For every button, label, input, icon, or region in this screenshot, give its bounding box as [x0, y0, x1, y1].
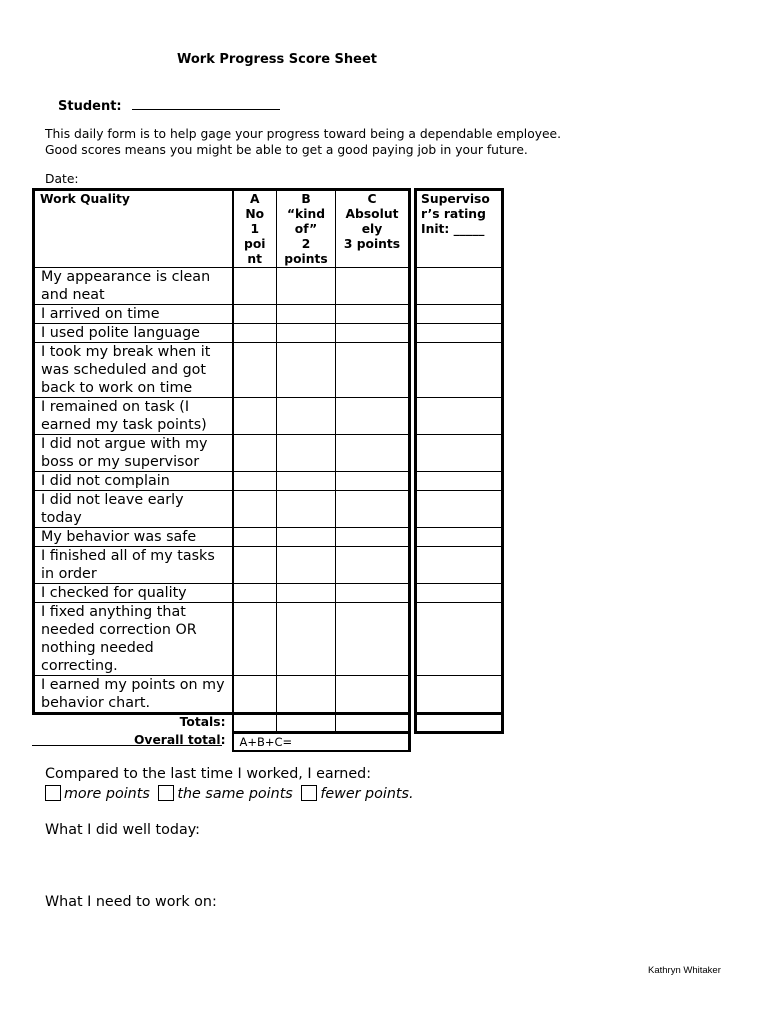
overall-total-cell[interactable]: A+B+C=	[233, 733, 410, 752]
same-points-checkbox[interactable]	[158, 785, 174, 801]
table-row	[34, 435, 503, 472]
supervisor-rating-cell[interactable]	[416, 268, 503, 305]
table-row	[34, 676, 503, 714]
supervisor-rating-cell[interactable]	[416, 547, 503, 584]
score-b-cell[interactable]	[277, 528, 336, 547]
supervisor-rating-cell[interactable]	[416, 603, 503, 676]
table-row	[34, 398, 503, 435]
more-points-checkbox[interactable]	[45, 785, 61, 801]
author-credit: Kathryn Whitaker	[648, 965, 721, 976]
work-quality-item: I remained on task (I earned my task points)	[34, 398, 233, 435]
work-quality-item: My appearance is clean and neat	[34, 268, 233, 305]
did-well-label: What I did well today:	[45, 822, 200, 838]
work-on-label: What I need to work on:	[45, 894, 217, 910]
score-c-cell[interactable]	[336, 324, 410, 343]
score-c-cell[interactable]	[336, 305, 410, 324]
divider-line	[32, 745, 222, 746]
supervisor-rating-cell[interactable]	[416, 528, 503, 547]
total-a-cell[interactable]	[233, 714, 277, 733]
score-b-cell[interactable]	[277, 435, 336, 472]
table-row	[34, 547, 503, 584]
score-a-cell[interactable]	[233, 343, 277, 398]
compared-prompt: Compared to the last time I worked, I earned:	[45, 766, 372, 782]
score-b-cell[interactable]	[277, 398, 336, 435]
totals-label: Totals:	[179, 715, 226, 729]
score-c-cell[interactable]	[336, 398, 410, 435]
score-b-cell[interactable]	[277, 268, 336, 305]
intro-line-1: This daily form is to help gage your progress toward being a dependable employee.	[45, 127, 562, 141]
work-quality-item: I earned my points on my behavior chart.	[34, 676, 233, 714]
score-c-cell[interactable]	[336, 491, 410, 528]
overall-total-label: Overall total:	[133, 732, 226, 747]
work-quality-item: I did not complain	[34, 472, 233, 491]
total-c-cell[interactable]	[336, 714, 410, 733]
work-quality-item: I finished all of my tasks in order	[34, 547, 233, 584]
header-supervisor-rating: Superviso r’s rating Init: _____	[416, 190, 503, 268]
score-a-cell[interactable]	[233, 472, 277, 491]
score-a-cell[interactable]	[233, 676, 277, 714]
header-col-b: B “kind of” 2 points	[277, 190, 336, 268]
score-a-cell[interactable]	[233, 435, 277, 472]
date-label: Date:	[45, 172, 79, 186]
work-quality-item: My behavior was safe	[34, 528, 233, 547]
score-c-cell[interactable]	[336, 343, 410, 398]
score-b-cell[interactable]	[277, 491, 336, 528]
score-b-cell[interactable]	[277, 603, 336, 676]
supervisor-rating-cell[interactable]	[416, 343, 503, 398]
score-a-cell[interactable]	[233, 584, 277, 603]
score-c-cell[interactable]	[336, 435, 410, 472]
score-c-cell[interactable]	[336, 528, 410, 547]
table-row	[34, 584, 503, 603]
total-b-cell[interactable]	[277, 714, 336, 733]
score-a-cell[interactable]	[233, 268, 277, 305]
score-c-cell[interactable]	[336, 584, 410, 603]
work-quality-item: I did not argue with my boss or my supervisor	[34, 435, 233, 472]
work-quality-item: I fixed anything that needed correction OR nothing needed correcting.	[34, 603, 233, 676]
supervisor-rating-cell[interactable]	[416, 491, 503, 528]
more-points-label: more points	[64, 786, 150, 802]
score-table	[32, 188, 504, 752]
fewer-points-checkbox[interactable]	[301, 785, 317, 801]
score-c-cell[interactable]	[336, 676, 410, 714]
work-quality-item: I checked for quality	[34, 584, 233, 603]
header-work-quality: Work Quality	[34, 190, 233, 268]
score-c-cell[interactable]	[336, 547, 410, 584]
student-label: Student:	[58, 99, 122, 114]
table-row	[34, 491, 503, 528]
table-row	[34, 324, 503, 343]
score-a-cell[interactable]	[233, 491, 277, 528]
supervisor-rating-cell[interactable]	[416, 676, 503, 714]
score-c-cell[interactable]	[336, 603, 410, 676]
score-a-cell[interactable]	[233, 547, 277, 584]
score-a-cell[interactable]	[233, 324, 277, 343]
table-row	[34, 268, 503, 305]
table-row	[34, 603, 503, 676]
fewer-points-label: fewer points.	[320, 786, 414, 802]
table-row	[34, 472, 503, 491]
score-a-cell[interactable]	[233, 603, 277, 676]
table-row	[34, 343, 503, 398]
score-b-cell[interactable]	[277, 324, 336, 343]
score-a-cell[interactable]	[233, 398, 277, 435]
intro-text	[45, 127, 561, 158]
table-row	[34, 528, 503, 547]
score-b-cell[interactable]	[277, 547, 336, 584]
compared-options	[45, 785, 418, 802]
student-field	[58, 97, 280, 114]
work-quality-item: I used polite language	[34, 324, 233, 343]
supervisor-rating-cell[interactable]	[416, 435, 503, 472]
score-b-cell[interactable]	[277, 305, 336, 324]
supervisor-rating-cell[interactable]	[416, 324, 503, 343]
score-b-cell[interactable]	[277, 676, 336, 714]
supervisor-rating-cell[interactable]	[416, 472, 503, 491]
table-row	[34, 305, 503, 324]
page-title: Work Progress Score Sheet	[176, 52, 377, 67]
supervisor-rating-cell[interactable]	[416, 398, 503, 435]
score-b-cell[interactable]	[277, 343, 336, 398]
score-b-cell[interactable]	[277, 584, 336, 603]
student-name-line[interactable]	[132, 97, 280, 110]
score-a-cell[interactable]	[233, 528, 277, 547]
score-c-cell[interactable]	[336, 268, 410, 305]
work-quality-item: I arrived on time	[34, 305, 233, 324]
empty-cell	[416, 733, 503, 752]
supervisor-rating-cell[interactable]	[416, 305, 503, 324]
total-supervisor-cell[interactable]	[416, 714, 503, 733]
work-quality-item: I took my break when it was scheduled and got back to work on time	[34, 343, 233, 398]
same-points-label: the same points	[177, 786, 293, 802]
supervisor-rating-cell[interactable]	[416, 584, 503, 603]
score-c-cell[interactable]	[336, 472, 410, 491]
header-col-a: A No 1 poi nt	[233, 190, 277, 268]
score-a-cell[interactable]	[233, 305, 277, 324]
score-b-cell[interactable]	[277, 472, 336, 491]
work-quality-item: I did not leave early today	[34, 491, 233, 528]
header-col-c: C Absolut ely 3 points	[336, 190, 410, 268]
intro-line-2: Good scores means you might be able to get a good paying job in your future.	[45, 142, 528, 157]
